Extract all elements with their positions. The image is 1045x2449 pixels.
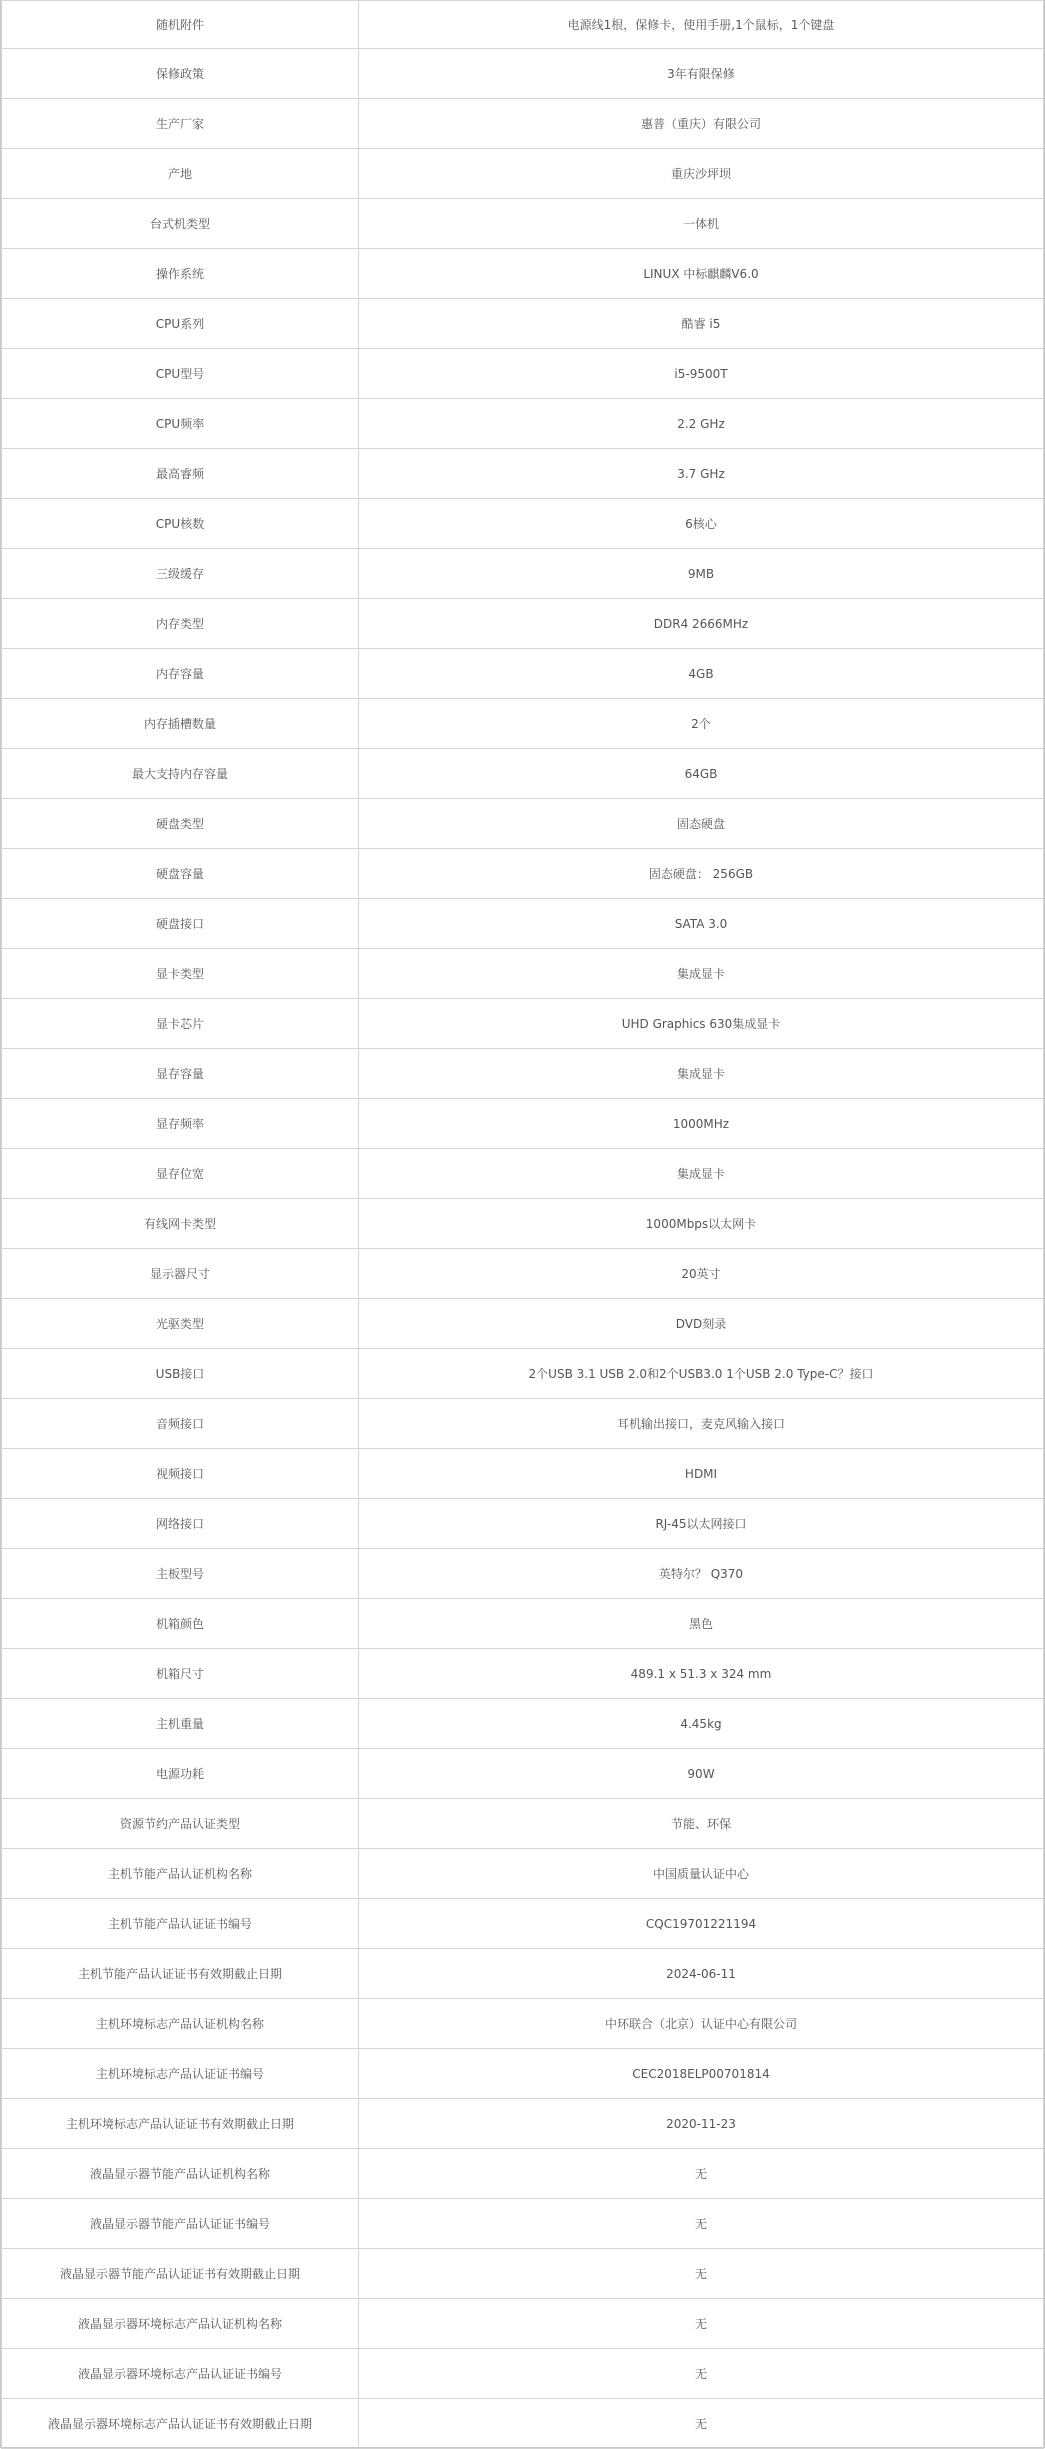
spec-value: 无	[359, 2349, 1044, 2399]
spec-label: CPU系列	[2, 299, 359, 349]
spec-value: 黑色	[359, 1599, 1044, 1649]
spec-value: 4.45kg	[359, 1699, 1044, 1749]
spec-row	[2, 99, 1044, 149]
spec-value: CEC2018ELP00701814	[359, 2049, 1044, 2099]
spec-row	[2, 1149, 1044, 1199]
spec-label: 机箱尺寸	[2, 1649, 359, 1699]
spec-label: 产地	[2, 149, 359, 199]
spec-label: 网络接口	[2, 1499, 359, 1549]
spec-label: 主机环境标志产品认证机构名称	[2, 1999, 359, 2049]
spec-label: 液晶显示器节能产品认证机构名称	[2, 2149, 359, 2199]
spec-value: 惠普（重庆）有限公司	[359, 99, 1044, 149]
spec-label: 台式机类型	[2, 199, 359, 249]
spec-row	[2, 1899, 1044, 1949]
spec-row	[2, 799, 1044, 849]
spec-row	[2, 1249, 1044, 1299]
spec-row	[2, 2299, 1044, 2349]
spec-label: USB接口	[2, 1349, 359, 1399]
spec-label: 显卡类型	[2, 949, 359, 999]
spec-value: 中环联合（北京）认证中心有限公司	[359, 1999, 1044, 2049]
spec-value: 2.2 GHz	[359, 399, 1044, 449]
spec-value: 2个	[359, 699, 1044, 749]
spec-row	[2, 1099, 1044, 1149]
spec-value: 无	[359, 2299, 1044, 2349]
spec-label: 主机重量	[2, 1699, 359, 1749]
spec-row	[2, 2399, 1044, 2449]
spec-row	[2, 599, 1044, 649]
spec-row	[2, 199, 1044, 249]
spec-label: 光驱类型	[2, 1299, 359, 1349]
spec-label: 三级缓存	[2, 549, 359, 599]
spec-row	[2, 2099, 1044, 2149]
spec-row	[2, 1699, 1044, 1749]
spec-label: 液晶显示器节能产品认证证书编号	[2, 2199, 359, 2249]
spec-label: 最高睿频	[2, 449, 359, 499]
spec-row	[2, 549, 1044, 599]
spec-row	[2, 1349, 1044, 1399]
spec-value: 3.7 GHz	[359, 449, 1044, 499]
spec-label: 视频接口	[2, 1449, 359, 1499]
spec-value: 2个USB 3.1 USB 2.0和2个USB3.0 1个USB 2.0 Type-C？接口	[359, 1349, 1044, 1399]
spec-value: 中国质量认证中心	[359, 1849, 1044, 1899]
spec-label: 生产厂家	[2, 99, 359, 149]
spec-row	[2, 649, 1044, 699]
spec-label: 硬盘类型	[2, 799, 359, 849]
spec-value: 无	[359, 2399, 1044, 2449]
spec-label: CPU频率	[2, 399, 359, 449]
spec-row	[2, 1449, 1044, 1499]
spec-label: 音频接口	[2, 1399, 359, 1449]
spec-label: 液晶显示器环境标志产品认证证书有效期截止日期	[2, 2399, 359, 2449]
spec-row	[2, 749, 1044, 799]
spec-row	[2, 1199, 1044, 1249]
spec-label: 显卡芯片	[2, 999, 359, 1049]
spec-row	[2, 49, 1044, 99]
spec-label: 内存类型	[2, 599, 359, 649]
spec-value: 489.1 x 51.3 x 324 mm	[359, 1649, 1044, 1699]
spec-row	[2, 1849, 1044, 1899]
spec-row	[2, 1999, 1044, 2049]
spec-value: LINUX 中标麒麟V6.0	[359, 249, 1044, 299]
spec-value: 9MB	[359, 549, 1044, 599]
spec-row	[2, 349, 1044, 399]
spec-row	[2, 1949, 1044, 1999]
spec-row	[2, 699, 1044, 749]
spec-table	[1, 0, 1044, 2449]
spec-value: 2020-11-23	[359, 2099, 1044, 2149]
spec-label: 保修政策	[2, 49, 359, 99]
spec-value: 电源线1根，保修卡，使用手册,1个鼠标，1个键盘	[359, 1, 1044, 49]
spec-value: 4GB	[359, 649, 1044, 699]
spec-row	[2, 999, 1044, 1049]
spec-value: 无	[359, 2149, 1044, 2199]
spec-label: 显存位宽	[2, 1149, 359, 1199]
spec-row	[2, 2149, 1044, 2199]
spec-label: 主板型号	[2, 1549, 359, 1599]
spec-label: 主机环境标志产品认证证书编号	[2, 2049, 359, 2099]
spec-value: 90W	[359, 1749, 1044, 1799]
spec-label: CPU核数	[2, 499, 359, 549]
spec-value: HDMI	[359, 1449, 1044, 1499]
spec-label: 液晶显示器环境标志产品认证机构名称	[2, 2299, 359, 2349]
spec-value: 3年有限保修	[359, 49, 1044, 99]
spec-value: i5-9500T	[359, 349, 1044, 399]
spec-value: 集成显卡	[359, 1149, 1044, 1199]
spec-value: 英特尔？ Q370	[359, 1549, 1044, 1599]
spec-row	[2, 1649, 1044, 1699]
spec-value: 固态硬盘	[359, 799, 1044, 849]
spec-row	[2, 1749, 1044, 1799]
spec-value: SATA 3.0	[359, 899, 1044, 949]
spec-row	[2, 2199, 1044, 2249]
spec-value: 无	[359, 2199, 1044, 2249]
spec-value: 酷睿 i5	[359, 299, 1044, 349]
spec-row	[2, 1399, 1044, 1449]
spec-value: CQC19701221194	[359, 1899, 1044, 1949]
spec-label: 最大支持内存容量	[2, 749, 359, 799]
spec-row	[2, 1299, 1044, 1349]
spec-label: 内存容量	[2, 649, 359, 699]
spec-row	[2, 2249, 1044, 2299]
spec-row	[2, 449, 1044, 499]
spec-row	[2, 149, 1044, 199]
spec-row	[2, 2049, 1044, 2099]
spec-value: 6核心	[359, 499, 1044, 549]
spec-row	[2, 299, 1044, 349]
spec-row	[2, 1799, 1044, 1849]
spec-label: 内存插槽数量	[2, 699, 359, 749]
spec-value: UHD Graphics 630集成显卡	[359, 999, 1044, 1049]
spec-row	[2, 849, 1044, 899]
spec-row	[2, 2349, 1044, 2399]
spec-row	[2, 249, 1044, 299]
spec-label: 有线网卡类型	[2, 1199, 359, 1249]
spec-label: 随机附件	[2, 1, 359, 49]
spec-label: 硬盘容量	[2, 849, 359, 899]
spec-label: 显存容量	[2, 1049, 359, 1099]
spec-value: DVD刻录	[359, 1299, 1044, 1349]
spec-label: 主机节能产品认证机构名称	[2, 1849, 359, 1899]
spec-value: 固态硬盘： 256GB	[359, 849, 1044, 899]
spec-label: CPU型号	[2, 349, 359, 399]
spec-label: 液晶显示器环境标志产品认证证书编号	[2, 2349, 359, 2399]
spec-label: 液晶显示器节能产品认证证书有效期截止日期	[2, 2249, 359, 2299]
spec-row	[2, 899, 1044, 949]
spec-row	[2, 1599, 1044, 1649]
spec-row	[2, 399, 1044, 449]
spec-row	[2, 1549, 1044, 1599]
spec-value: 集成显卡	[359, 949, 1044, 999]
spec-value: 1000MHz	[359, 1099, 1044, 1149]
spec-value: 64GB	[359, 749, 1044, 799]
spec-label: 资源节约产品认证类型	[2, 1799, 359, 1849]
spec-row	[2, 1, 1044, 49]
spec-label: 硬盘接口	[2, 899, 359, 949]
spec-row	[2, 499, 1044, 549]
spec-value: 耳机输出接口，麦克风输入接口	[359, 1399, 1044, 1449]
spec-value: DDR4 2666MHz	[359, 599, 1044, 649]
spec-value: RJ-45以太网接口	[359, 1499, 1044, 1549]
spec-label: 主机节能产品认证证书有效期截止日期	[2, 1949, 359, 1999]
spec-label: 显示器尺寸	[2, 1249, 359, 1299]
spec-value: 集成显卡	[359, 1049, 1044, 1099]
spec-label: 主机环境标志产品认证证书有效期截止日期	[2, 2099, 359, 2149]
spec-value: 无	[359, 2249, 1044, 2299]
spec-row	[2, 949, 1044, 999]
spec-table-body	[2, 1, 1044, 2449]
spec-label: 机箱颜色	[2, 1599, 359, 1649]
spec-label: 主机节能产品认证证书编号	[2, 1899, 359, 1949]
spec-value: 1000Mbps以太网卡	[359, 1199, 1044, 1249]
spec-value: 20英寸	[359, 1249, 1044, 1299]
spec-value: 2024-06-11	[359, 1949, 1044, 1999]
spec-value: 重庆沙坪坝	[359, 149, 1044, 199]
spec-row	[2, 1499, 1044, 1549]
spec-row	[2, 1049, 1044, 1099]
spec-label: 操作系统	[2, 249, 359, 299]
spec-value: 一体机	[359, 199, 1044, 249]
spec-label: 显存频率	[2, 1099, 359, 1149]
spec-value: 节能、环保	[359, 1799, 1044, 1849]
spec-label: 电源功耗	[2, 1749, 359, 1799]
